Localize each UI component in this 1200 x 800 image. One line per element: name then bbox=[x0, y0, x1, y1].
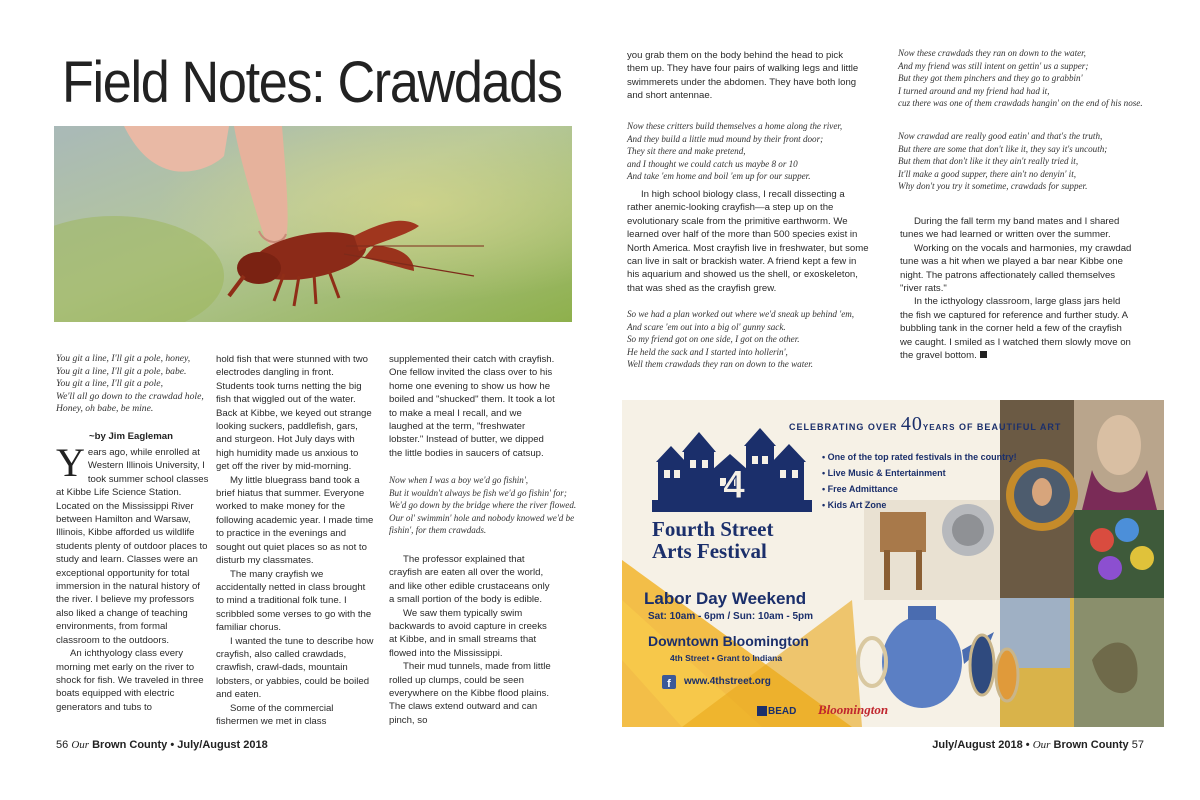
song-verse bbox=[898, 47, 1168, 110]
verse-line: Well them crawdads they ran on down to the water. bbox=[627, 359, 814, 370]
verse-line: Now crawdad are really good eatin' and that's the truth, bbox=[898, 131, 1103, 141]
paragraph: In high school biology class, I recall dissecting a rather anemic-looking crayfish—a step up on the evolutionary scale from the primitive earthworm. We learned over half of the more than 500 species exist in North America. Most crayfish live in freshwater, but some can live in salt or brackish water. A friend kept a few in his aquarium and showed us the shell, or exoskeleton, that was shed as the crayfish grew. bbox=[627, 189, 869, 294]
left-page-footer: 56 Our Brown County • July/August 2018 bbox=[56, 739, 268, 751]
verse-line: Now these crawdads they ran on down to the water, bbox=[898, 48, 1086, 58]
verse-line: So we had a plan worked out where we'd sneak up behind 'em, bbox=[627, 309, 855, 319]
song-verse bbox=[898, 130, 1158, 193]
verse-line: He held the sack and I started into hollerin', bbox=[627, 346, 788, 357]
highlight-item: • One of the top rated festivals in the country! bbox=[822, 452, 1017, 462]
event-where: Downtown Bloomington bbox=[648, 633, 809, 649]
paragraph: We saw them typically swim backwards to avoid capture in creeks at Kibbe, and in small streams that flowed into the Mississippi. bbox=[389, 607, 547, 659]
verse-line: Why don't you try it sometime, crawdads for supper. bbox=[898, 181, 1088, 192]
article-title: Field Notes: Crawdads bbox=[62, 50, 562, 115]
verse-line: And scare 'em out into a big ol' gunny sack. bbox=[627, 321, 786, 332]
song-verse bbox=[627, 120, 877, 183]
event-street: 4th Street • Grant to Indiana bbox=[670, 653, 783, 663]
page-number: 56 bbox=[56, 739, 69, 751]
paragraph: supplemented their catch with crayfish. One fellow invited the class over to his home one evening to show us how he boiled and "shucked" them. It took a lot to make a meal I recall, and we laughed at the term, "freshwater lobster." Instead of butter, we dipped the little bodies in saucers of catsup. bbox=[389, 354, 555, 459]
paragraph: Years ago, while enrolled at Western Illinois University, I took summer school classes at Kibbe Life Science Station. Located on the Mississippi River between Hamilton and Warsaw, Illinois, Kibbe afforded us wildlife students plenty of outdoor places to study and learn. Classes were an exceptional opportunity for total immersion in the natural history of the river. I believe my professors also liked a change of teaching environments, from formal classroom to the outdoors. bbox=[56, 440, 209, 646]
paragraph: In the icthyology classroom, large glass jars held the fish we captured for reference and further study. A bubbling tank in the corner held a few of the crayfish we caught. I smiled as I watched them slowly move on the gravel bottom. bbox=[900, 296, 1131, 362]
verse-line: We'll all go down to the crawdad hole, bbox=[56, 390, 204, 402]
sponsor-bloomington-logo: Bloomington bbox=[818, 702, 889, 717]
event-hours: Sat: 10am - 6pm / Sun: 10am - 5pm bbox=[648, 611, 814, 622]
drop-cap: Y bbox=[56, 440, 85, 485]
festival-website-link[interactable]: www.4thstreet.org bbox=[684, 676, 771, 687]
years-number: 40 bbox=[900, 413, 923, 435]
end-mark-icon bbox=[980, 351, 987, 358]
verse-line: Our ol' swimmin' hole and nobody knowed we'd be bbox=[389, 512, 575, 523]
crawdad-photo bbox=[54, 126, 572, 322]
event-when: Labor Day Weekend bbox=[644, 589, 807, 608]
verse-line: You git a line, I'll git a pole, bbox=[56, 378, 163, 390]
verse-line: But they got them pinchers and they go to grabbin' bbox=[898, 73, 1083, 84]
verse-line: It'll make a good supper, there ain't no denyin' it, bbox=[898, 168, 1076, 179]
verse-line: fishin', for them crawdads. bbox=[389, 525, 487, 536]
verse-line: You git a line, I'll git a pole, babe. bbox=[56, 365, 187, 377]
paragraph: I wanted the tune to describe how crayfish, also called crawdads, crawfish, crawl-dads, mountain lobsters, or yabbies, could be boiled and eaten. bbox=[216, 635, 374, 701]
verse-line: But there are some that don't like it, they say it's uncouth; bbox=[898, 143, 1108, 154]
verse-line: And they build a little mud mound by their front door; bbox=[627, 133, 824, 144]
column-1 bbox=[56, 440, 210, 714]
highlight-item: • Live Music & Entertainment bbox=[822, 468, 946, 478]
magazine-name: Brown County bbox=[92, 739, 168, 751]
verse-line: Now these critters build themselves a home along the river, bbox=[627, 121, 843, 131]
column-4-continued bbox=[627, 188, 871, 295]
magazine-name: Brown County bbox=[1053, 739, 1129, 751]
paragraph: Their mud tunnels, made from little rolled up clumps, could be seen everywhere on the Kibbe flood plains. The claws extend outward and can pinch, so bbox=[389, 661, 551, 726]
verse-line: They sit there and make pretend, bbox=[627, 146, 746, 157]
paragraph: The professor explained that crayfish are eaten all over the world, and like other edible crustaceans only a small portion of the body is edible. bbox=[389, 554, 550, 606]
verse-line: And my friend was still intent on gettin' us a supper; bbox=[898, 60, 1089, 71]
verse-line: And take 'em home and boil 'em up for our supper. bbox=[627, 171, 811, 182]
column-4 bbox=[627, 49, 863, 103]
page-number: 57 bbox=[1131, 739, 1144, 751]
column-3 bbox=[389, 353, 557, 460]
paragraph: An ichthyology class every morning met early on the river to shock for fish. We traveled in three boats equipped with electric generators and tubs to bbox=[56, 648, 204, 713]
verse-line: But it wouldn't always be fish we'd go fishin' for; bbox=[389, 487, 567, 498]
verse-line: Now when I was a boy we'd go fishin', bbox=[389, 475, 529, 485]
song-verse bbox=[389, 474, 589, 537]
column-3-continued bbox=[389, 553, 557, 727]
svg-text:4: 4 bbox=[722, 463, 746, 507]
verse-line: You git a line, I'll git a pole, honey, bbox=[56, 353, 191, 364]
paragraph: During the fall term my band mates and I shared tunes we had learned or written over the summer. bbox=[900, 216, 1120, 241]
verse-line: We'd go down by the bridge where the river flowed. bbox=[389, 500, 577, 511]
highlight-item: • Free Admittance bbox=[822, 484, 898, 494]
column-2 bbox=[216, 353, 374, 728]
verse-line: So my friend got on one side, I got on the other. bbox=[627, 334, 800, 345]
chorus-verse bbox=[56, 353, 206, 416]
verse-line: and I thought we could catch us maybe 8 or 10 bbox=[627, 158, 798, 169]
verse-line: cuz there was one of them crawdads hangin' on the end of his nose. bbox=[898, 98, 1143, 109]
celebrating-banner: CELEBRATING OVER 40YEARS OF BEAUTIFUL ART bbox=[789, 413, 1062, 435]
sponsor-bead-logo: BEAD bbox=[768, 706, 797, 717]
festival-highlights bbox=[822, 449, 1017, 513]
paragraph: Some of the commercial fishermen we met in class bbox=[216, 702, 334, 727]
column-5 bbox=[900, 215, 1136, 362]
verse-line: But them that don't like it they ain't really tried it, bbox=[898, 156, 1079, 167]
byline: ~by Jim Eagleman bbox=[89, 431, 173, 442]
paragraph: The many crayfish we accidentally netted in class brought to mind a traditional folk tune. I scribbled some verses to go with the familiar chorus. bbox=[216, 568, 372, 634]
paragraph: My little bluegrass band took a brief hiatus that summer. Everyone worked to make money for the following academic year. I made time to practice in the evenings and sought out quiet places so as not to disturb my classmates. bbox=[216, 474, 374, 567]
verse-line: Honey, oh babe, be mine. bbox=[56, 403, 154, 415]
right-page-footer: July/August 2018 • Our Brown County 57 bbox=[932, 739, 1144, 751]
highlight-item: • Kids Art Zone bbox=[822, 500, 887, 510]
festival-name: Fourth Street Arts Festival bbox=[652, 517, 774, 563]
paragraph: hold fish that were stunned with two electrodes dangling in front. Students took turns netting the big fish that wiggled out of the water. Back at Kibbe, we keyed out strange looking suckers, paddlefish, gars, and sturgeon. Hot July days with high humidity made us anxious to get off the river by mid-morning. bbox=[216, 354, 372, 473]
paragraph: Working on the vocals and harmonies, my crawdad tune was a hit when we played a bar near Kibbe one night. The patrons affectionately called themselves "river rats." bbox=[900, 242, 1132, 295]
verse-line: I turned around and my friend had had it, bbox=[898, 85, 1050, 96]
song-verse bbox=[627, 308, 887, 371]
paragraph: you grab them on the body behind the head to pick them up. They have four pairs of walking legs and little swimmerets under the abdomen. They have both long and short antennae. bbox=[627, 50, 859, 102]
svg-text:f: f bbox=[667, 678, 671, 690]
